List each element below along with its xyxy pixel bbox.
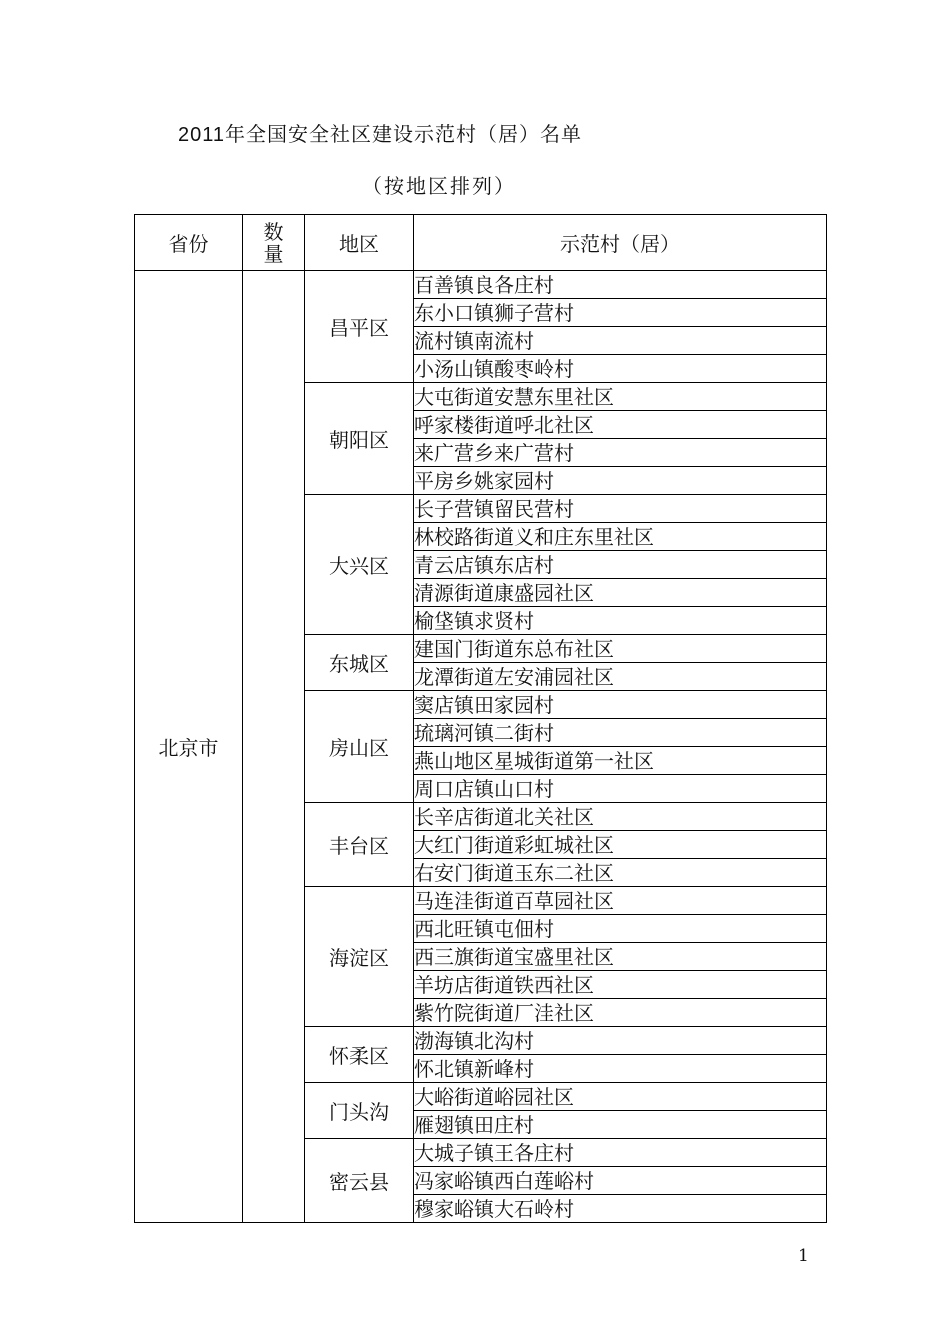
document-subtitle: （按地区排列） xyxy=(362,174,516,198)
header-quantity-line2: 量 xyxy=(263,241,284,266)
header-district: 地区 xyxy=(305,215,414,271)
village-cell: 呼家楼街道呼北社区 xyxy=(414,411,827,439)
page-number: 1 xyxy=(798,1246,809,1266)
village-cell: 大城子镇王各庄村 xyxy=(414,1139,827,1167)
village-cell: 右安门街道玉东二社区 xyxy=(414,859,827,887)
village-cell: 渤海镇北沟村 xyxy=(414,1027,827,1055)
quantity-cell xyxy=(243,271,305,1223)
village-cell: 清源街道康盛园社区 xyxy=(414,579,827,607)
district-cell: 海淀区 xyxy=(305,887,414,1027)
village-cell: 大峪街道峪园社区 xyxy=(414,1083,827,1111)
village-cell: 百善镇良各庄村 xyxy=(414,271,827,299)
village-cell: 燕山地区星城街道第一社区 xyxy=(414,747,827,775)
village-cell: 羊坊店街道铁西社区 xyxy=(414,971,827,999)
village-cell: 穆家峪镇大石岭村 xyxy=(414,1195,827,1223)
district-cell: 朝阳区 xyxy=(305,383,414,495)
village-cell: 林校路街道义和庄东里社区 xyxy=(414,523,827,551)
district-cell: 东城区 xyxy=(305,635,414,691)
village-cell: 琉璃河镇二街村 xyxy=(414,719,827,747)
table-row xyxy=(135,271,827,299)
village-cell: 平房乡姚家园村 xyxy=(414,467,827,495)
village-cell: 窦店镇田家园村 xyxy=(414,691,827,719)
village-cell: 榆垡镇求贤村 xyxy=(414,607,827,635)
district-cell: 丰台区 xyxy=(305,803,414,887)
district-cell: 怀柔区 xyxy=(305,1027,414,1083)
village-cell: 西三旗街道宝盛里社区 xyxy=(414,943,827,971)
village-cell: 长辛店街道北关社区 xyxy=(414,803,827,831)
village-cell: 怀北镇新峰村 xyxy=(414,1055,827,1083)
village-cell: 青云店镇东店村 xyxy=(414,551,827,579)
district-cell: 房山区 xyxy=(305,691,414,803)
header-village: 示范村（居） xyxy=(414,215,827,271)
header-quantity-line1: 数 xyxy=(263,219,284,244)
village-cell: 马连洼街道百草园社区 xyxy=(414,887,827,915)
village-cell: 小汤山镇酸枣岭村 xyxy=(414,355,827,383)
district-cell: 大兴区 xyxy=(305,495,414,635)
village-cell: 雁翅镇田庄村 xyxy=(414,1111,827,1139)
district-cell: 密云县 xyxy=(305,1139,414,1223)
header-quantity xyxy=(243,215,305,271)
district-cell: 昌平区 xyxy=(305,271,414,383)
village-cell: 西北旺镇屯佃村 xyxy=(414,915,827,943)
village-cell: 紫竹院街道厂洼社区 xyxy=(414,999,827,1027)
village-cell: 流村镇南流村 xyxy=(414,327,827,355)
district-cell: 门头沟 xyxy=(305,1083,414,1139)
village-table xyxy=(134,214,827,1223)
header-province: 省份 xyxy=(135,215,243,271)
village-cell: 大屯街道安慧东里社区 xyxy=(414,383,827,411)
village-cell: 龙潭街道左安浦园社区 xyxy=(414,663,827,691)
village-cell: 长子营镇留民营村 xyxy=(414,495,827,523)
village-cell: 周口店镇山口村 xyxy=(414,775,827,803)
village-cell: 来广营乡来广营村 xyxy=(414,439,827,467)
table-header-row xyxy=(135,215,827,271)
village-cell: 冯家峪镇西白莲峪村 xyxy=(414,1167,827,1195)
village-cell: 建国门街道东总布社区 xyxy=(414,635,827,663)
village-cell: 东小口镇狮子营村 xyxy=(414,299,827,327)
village-cell: 大红门街道彩虹城社区 xyxy=(414,831,827,859)
province-cell: 北京市 xyxy=(135,271,243,1223)
document-title: 2011年全国安全社区建设示范村（居）名单 xyxy=(178,124,583,146)
